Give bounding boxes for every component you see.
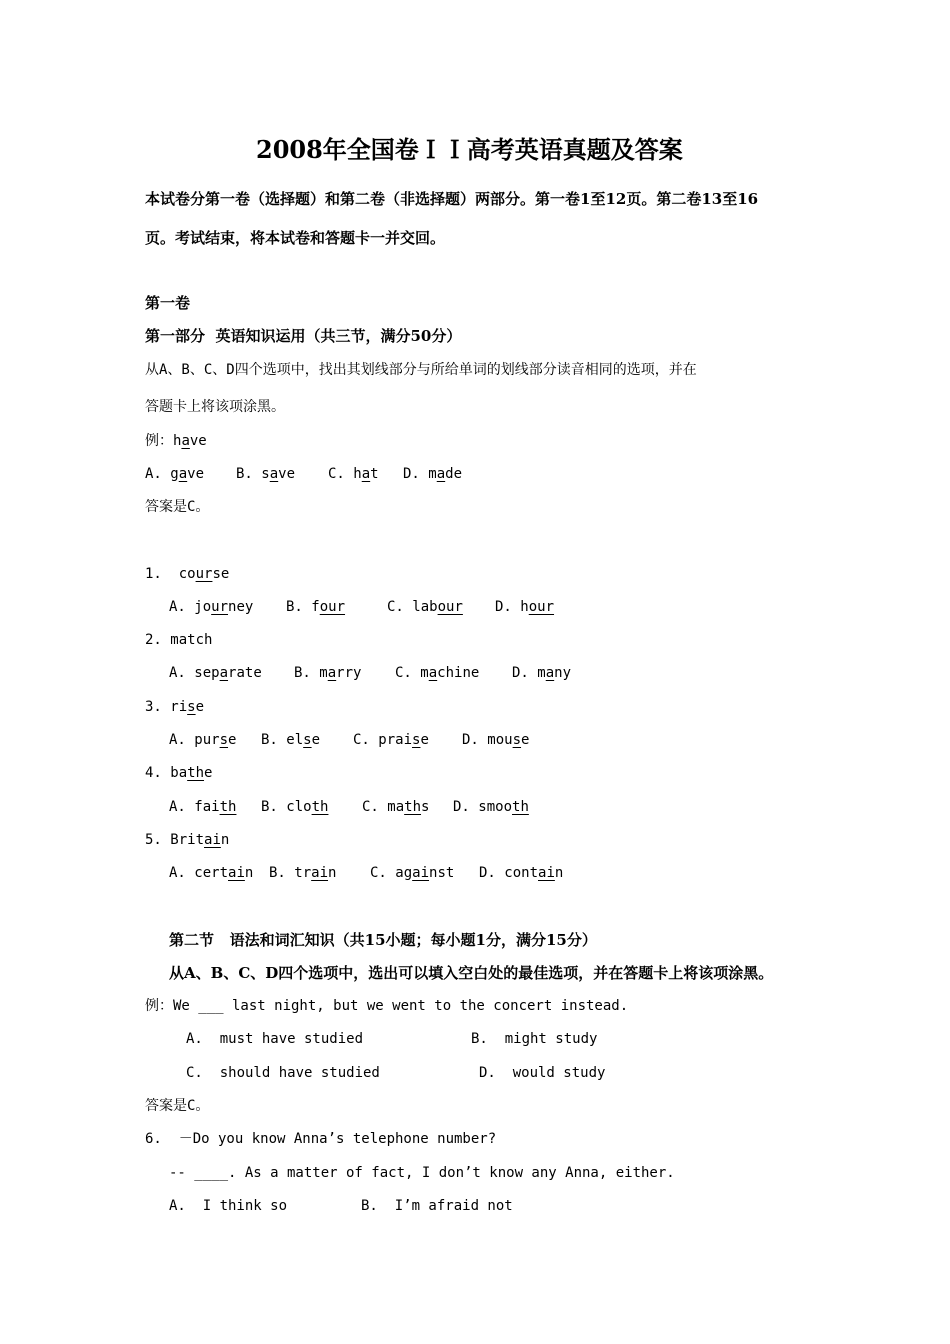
section2-example-option-c: C. should have studied	[186, 1065, 380, 1081]
option-underlined: a	[219, 665, 229, 681]
example-option-a	[145, 464, 204, 484]
q2-option-a	[169, 663, 262, 683]
question-number: 5.	[145, 832, 162, 848]
example-label: 例：	[145, 433, 173, 449]
section2-example-line	[145, 996, 628, 1016]
word-pre: match	[170, 632, 213, 648]
word-post: e	[204, 765, 213, 781]
option-underlined: our	[437, 599, 463, 615]
option-post: s	[421, 799, 430, 815]
word-pre: ri	[170, 699, 188, 715]
option-post: rry	[336, 665, 362, 681]
intro-line-2: 页。考试结束，将本试卷和答题卡一并交回。	[145, 229, 446, 247]
option-pre: h	[353, 466, 362, 482]
option-letter: D.	[512, 665, 529, 681]
option-underlined: a	[269, 466, 279, 482]
option-post: ny	[554, 665, 572, 681]
word-pre: ba	[170, 765, 188, 781]
exam-title: 2008年全国卷ＩＩ高考英语真题及答案	[256, 135, 683, 164]
option-letter: B.	[261, 799, 278, 815]
q2-option-b	[294, 663, 361, 683]
option-pre: smoo	[478, 799, 513, 815]
q1-option-c	[387, 597, 463, 617]
q5-word-line	[145, 830, 229, 850]
option-post: e	[420, 732, 429, 748]
option-pre: m	[428, 466, 437, 482]
option-letter: A.	[169, 732, 186, 748]
q1-word-line	[145, 564, 229, 584]
option-underlined: s	[512, 732, 522, 748]
question-number: 1.	[145, 566, 162, 582]
option-post: ney	[228, 599, 254, 615]
word-pre: co	[178, 566, 196, 582]
option-letter: D.	[495, 599, 512, 615]
part1-heading: 第一部分 英语知识运用（共三节，满分50分）	[145, 327, 462, 345]
option-pre: jo	[194, 599, 212, 615]
option-post: nst	[429, 865, 455, 881]
option-letter: A.	[145, 466, 162, 482]
option-underlined: a	[436, 466, 446, 482]
option-underlined: ur	[211, 599, 229, 615]
option-underlined: ai	[311, 865, 329, 881]
word-underlined: ur	[195, 566, 213, 582]
q1-option-d	[495, 597, 554, 617]
question-number: 3.	[145, 699, 162, 715]
option-pre: sep	[194, 665, 220, 681]
option-letter: B.	[269, 865, 286, 881]
q1-option-a	[169, 597, 253, 617]
option-post: de	[445, 466, 463, 482]
option-letter: D.	[403, 466, 420, 482]
option-underlined: our	[528, 599, 555, 615]
volume-heading: 第一卷	[145, 294, 191, 312]
example-word-line	[145, 431, 207, 451]
option-letter: C.	[362, 799, 379, 815]
section2-heading: 第二节 语法和词汇知识（共15小题；每小题1分，满分15分）	[169, 931, 597, 949]
option-pre: h	[520, 599, 529, 615]
option-underlined: s	[303, 732, 312, 748]
option-pre: s	[261, 466, 270, 482]
word-underlined: ai	[204, 832, 221, 848]
q4-option-b	[261, 797, 328, 817]
option-post: rate	[228, 665, 262, 681]
option-underlined: th	[512, 799, 529, 815]
q3-option-c	[353, 730, 429, 750]
q6-line-2: -- ____. As a matter of fact, I don’t know any Anna, either.	[169, 1165, 675, 1181]
option-letter: B.	[236, 466, 253, 482]
q5-option-d	[479, 863, 563, 883]
q6-option-b: B. I’m afraid not	[361, 1198, 513, 1214]
option-letter: A.	[169, 799, 186, 815]
q4-word-line	[145, 763, 212, 783]
option-underlined: th	[311, 799, 329, 815]
option-underlined: a	[428, 665, 438, 681]
option-letter: A.	[169, 665, 186, 681]
q3-option-d	[462, 730, 529, 750]
option-underlined: th	[404, 799, 422, 815]
option-letter: C.	[370, 865, 387, 881]
section2-instruction: 从A、B、C、D四个选项中，选出可以填入空白处的最佳选项，并在答题卡上将该项涂黑。	[169, 964, 774, 982]
question-number: 2.	[145, 632, 162, 648]
option-pre: f	[311, 599, 320, 615]
q3-option-a	[169, 730, 236, 750]
option-post: ve	[278, 466, 296, 482]
option-post: n	[554, 865, 564, 881]
option-pre: lab	[412, 599, 438, 615]
part1-instruction-line-2: 答题卡上将该项涂黑。	[145, 399, 285, 415]
option-pre: m	[537, 665, 546, 681]
option-pre: prai	[378, 732, 413, 748]
option-underlined: ai	[228, 865, 245, 881]
option-post: chine	[437, 665, 480, 681]
q5-option-b	[269, 863, 336, 883]
option-pre: m	[420, 665, 429, 681]
option-letter: C.	[328, 466, 345, 482]
word-post: ve	[189, 433, 207, 449]
part1-instruction-line-1: 从A、B、C、D四个选项中，找出其划线部分与所给单词的划线部分读音相同的选项，并在	[145, 362, 697, 378]
option-underlined: th	[219, 799, 237, 815]
option-underlined: ai	[412, 865, 430, 881]
word-post: se	[212, 566, 230, 582]
option-post: n	[328, 865, 337, 881]
option-pre: fai	[194, 799, 220, 815]
option-letter: C.	[353, 732, 370, 748]
section2-example-answer: 答案是C。	[145, 1098, 210, 1114]
option-letter: D.	[462, 732, 479, 748]
q4-option-a	[169, 797, 236, 817]
word-pre: h	[173, 433, 182, 449]
option-pre: tr	[294, 865, 312, 881]
option-pre: ag	[395, 865, 413, 881]
word-underlined: s	[187, 699, 196, 715]
example-option-b	[236, 464, 295, 484]
section2-example-option-b: B. might study	[471, 1031, 598, 1047]
option-pre: cont	[504, 865, 539, 881]
option-underlined: a	[545, 665, 555, 681]
q2-option-d	[512, 663, 571, 683]
option-letter: A.	[169, 599, 186, 615]
q6-line-1: 6. －Do you know Anna’s telephone number?	[145, 1131, 497, 1147]
option-pre: cert	[194, 865, 229, 881]
option-underlined: s	[219, 732, 229, 748]
option-post: ve	[187, 466, 205, 482]
q5-option-a	[169, 863, 253, 883]
word-post: n	[220, 832, 230, 848]
q4-option-d	[453, 797, 529, 817]
option-pre: clo	[286, 799, 312, 815]
option-letter: D.	[453, 799, 470, 815]
option-letter: B.	[294, 665, 311, 681]
word-pre: Brit	[170, 832, 205, 848]
option-pre: ma	[387, 799, 405, 815]
option-underlined: our	[319, 599, 346, 615]
q5-option-c	[370, 863, 454, 883]
option-letter: C.	[395, 665, 412, 681]
option-letter: B.	[286, 599, 303, 615]
option-post: e	[311, 732, 321, 748]
option-letter: D.	[479, 865, 496, 881]
q2-option-c	[395, 663, 479, 683]
q4-option-c	[362, 797, 429, 817]
example-sentence: We ___ last night, but we went to the concert instead.	[173, 998, 629, 1014]
example-answer: 答案是C。	[145, 499, 210, 515]
word-underlined: th	[187, 765, 205, 781]
option-post: e	[228, 732, 237, 748]
example-option-d	[403, 464, 462, 484]
option-letter: C.	[387, 599, 404, 615]
section2-example-option-a: A. must have studied	[186, 1031, 364, 1047]
option-letter: B.	[261, 732, 278, 748]
option-pre: m	[319, 665, 328, 681]
option-pre: mou	[487, 732, 513, 748]
option-post: t	[370, 466, 379, 482]
option-post: e	[521, 732, 530, 748]
option-underlined: a	[361, 466, 371, 482]
example-option-c	[328, 464, 379, 484]
q3-option-b	[261, 730, 320, 750]
example-label: 例：	[145, 998, 173, 1014]
option-pre: g	[170, 466, 179, 482]
option-pre: el	[286, 732, 304, 748]
q3-word-line	[145, 697, 204, 717]
section2-example-option-d: D. would study	[479, 1065, 606, 1081]
word-underlined: a	[181, 433, 190, 449]
option-underlined: s	[412, 732, 421, 748]
q1-option-b	[286, 597, 345, 617]
option-underlined: ai	[538, 865, 555, 881]
option-letter: A.	[169, 865, 186, 881]
question-number: 4.	[145, 765, 162, 781]
q2-word-line	[145, 630, 212, 650]
q6-option-a: A. I think so	[169, 1198, 288, 1214]
option-underlined: a	[327, 665, 337, 681]
word-post: e	[195, 699, 205, 715]
option-post: n	[244, 865, 254, 881]
option-pre: pur	[194, 732, 220, 748]
intro-line-1: 本试卷分第一卷（选择题）和第二卷（非选择题）两部分。第一卷1至12页。第二卷13至16	[145, 190, 759, 208]
option-underlined: a	[178, 466, 188, 482]
